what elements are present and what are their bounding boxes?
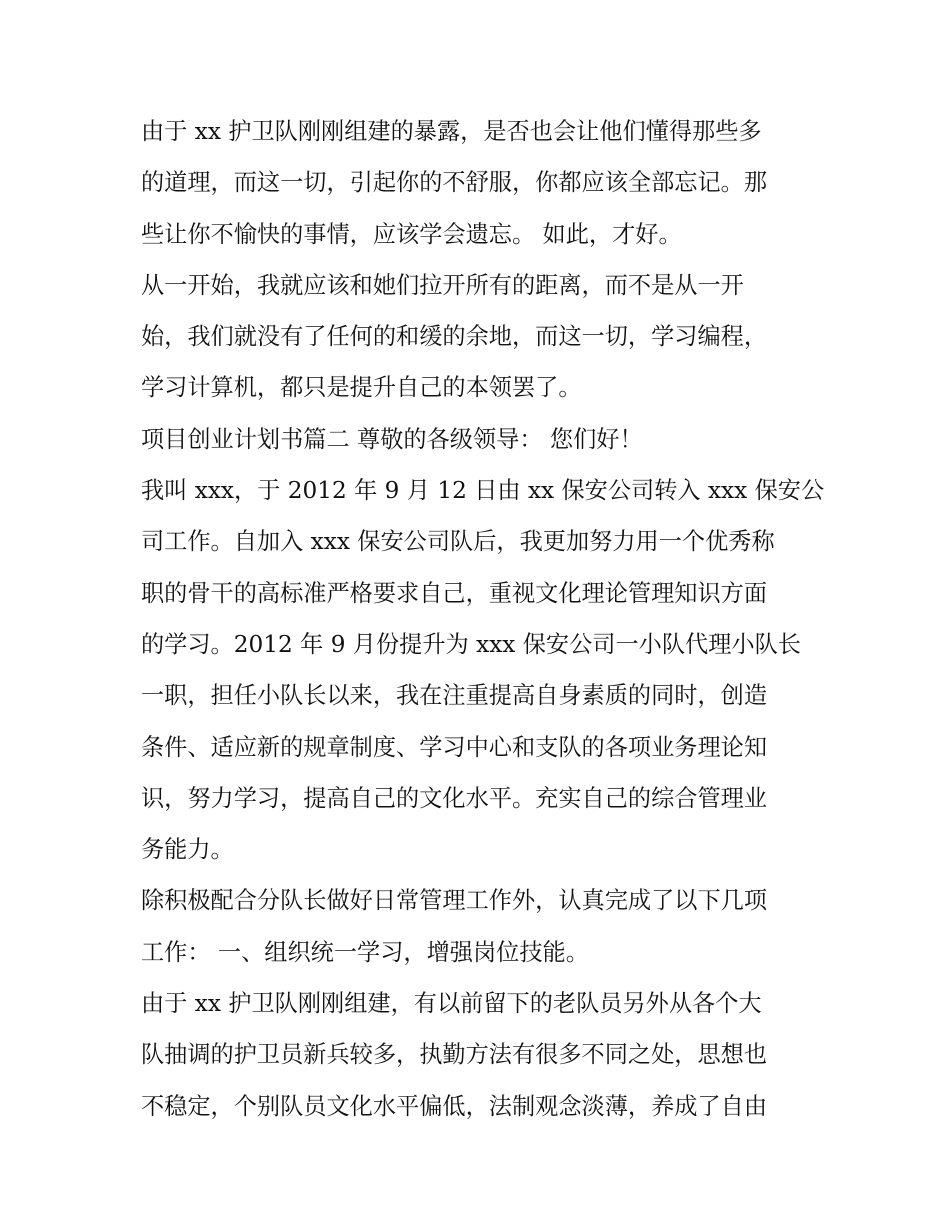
document-body [141,106,825,1132]
text-line: 的学习。2012 年 9 月份提升为 xxx 保安公司一小队代理小队长 [141,630,801,658]
text-line: 除积极配合分队长做好日常管理工作外，认真完成了以下几项 [141,887,768,915]
text-line: 从一开始，我就应该和她们拉开所有的距离，而不是从一开 [141,271,744,299]
text-line: 由于 xx 护卫队刚刚组建，有以前留下的老队员另外从各个大 [141,990,762,1018]
text-line: 不稳定，个别队员文化水平偏低，法制观念淡薄，养成了自由 [141,1092,768,1120]
text-line: 务能力。 [141,836,234,864]
text-line: 司工作。自加入 xxx 保安公司队后，我更加努力用一个优秀称 [141,528,775,556]
text-line: 一职，担任小队长以来，我在注重提高自身素质的同时，创造 [141,682,768,710]
text-line: 些让你不愉快的事情，应该学会遗忘。 如此，才好。 [141,220,682,248]
text-line: 由于 xx 护卫队刚刚组建的暴露，是否也会让他们懂得那些多 [141,118,762,145]
text-line: 学习计算机，都只是提升自己的本领罢了。 [141,374,582,402]
text-line: 队抽调的护卫员新兵较多，执勤方法有很多不同之处，思想也 [141,1041,768,1069]
text-line: 始，我们就没有了任何的和缓的余地，而这一切，学习编程， [141,323,768,351]
text-line: 工作： 一、组织统一学习，增强岗位技能。 [141,938,589,966]
text-line: 我叫 xxx，于 2012 年 9 月 12 日由 xx 保安公司转入 xxx 保安公 [141,477,825,505]
section-heading: 项目创业计划书篇二 尊敬的各级领导： 您们好！ [141,425,643,453]
text-line: 的道理，而这一切，引起你的不舒服，你都应该全部忘记。那 [141,169,768,197]
text-line: 识，努力学习，提高自己的文化水平。充实自己的综合管理业 [141,784,768,812]
text-line: 职的骨干的高标准严格要求自己，重视文化理论管理知识方面 [141,579,768,607]
text-line: 条件、适应新的规章制度、学习中心和支队的各项业务理论知 [141,733,768,761]
